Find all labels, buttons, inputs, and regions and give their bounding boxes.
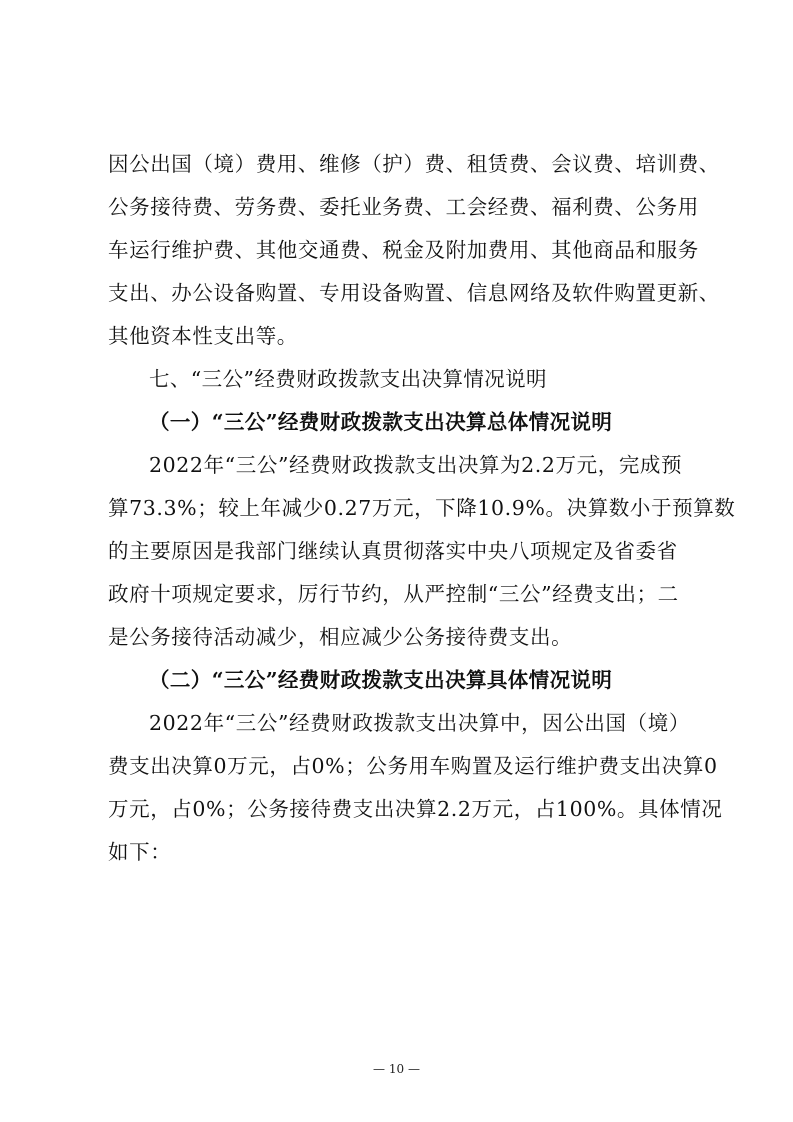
subsection-heading: （一）“三公”经费财政拨款支出决算总体情况说明 [149,410,613,434]
body-text-line: 车运行维护费、其他交通费、税金及附加费用、其他商品和服务 [108,238,699,262]
page-number: — 10 — [373,1062,420,1076]
body-text-line: 其他资本性支出等。 [108,324,298,348]
body-text-line: 因公出国（境）费用、维修（护）费、租赁费、会议费、培训费、 [108,152,720,176]
body-text-line: 的主要原因是我部门继续认真贯彻落实中央八项规定及省委省 [108,539,678,563]
subsection-heading: （二）“三公”经费财政拨款支出决算具体情况说明 [149,668,613,692]
body-text-line: 如下： [108,840,172,864]
body-text-line: 算73.3%；较上年减少0.27万元，下降10.9%。决算数小于预算数 [108,496,736,520]
body-text-line: 支出、办公设备购置、专用设备购置、信息网络及软件购置更新、 [108,281,720,305]
body-text-line: 2022年“三公”经费财政拨款支出决算为2.2万元，完成预 [149,453,683,477]
body-text-line: 2022年“三公”经费财政拨款支出决算中，因公出国（境） [149,711,690,735]
body-text-line: 费支出决算0万元，占0%；公务用车购置及运行维护费支出决算0 [108,754,718,778]
body-text-line: 万元，占0%；公务接待费支出决算2.2万元，占100%。具体情况 [108,797,723,821]
body-text-line: 政府十项规定要求，厉行节约，从严控制“三公”经费支出；二 [108,582,679,606]
section-heading: 七、“三公”经费财政拨款支出决算情况说明 [149,367,547,391]
body-text-line: 是公务接待活动减少，相应减少公务接待费支出。 [108,625,573,649]
body-text-line: 公务接待费、劳务费、委托业务费、工会经费、福利费、公务用 [108,195,699,219]
